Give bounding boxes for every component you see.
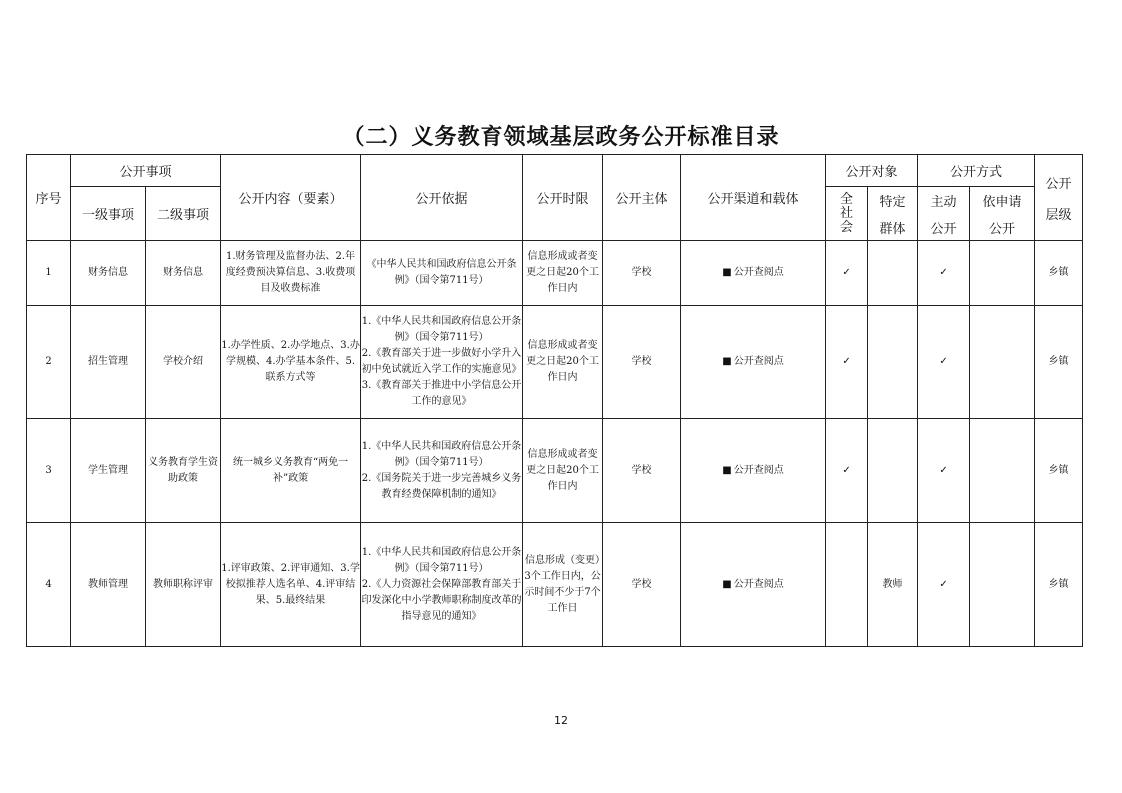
cell-time-limit: 信息形成或者变更之日起20个工作日内: [523, 241, 603, 306]
cell-seq: 3: [27, 419, 71, 523]
header-apply-line1: 依申请: [982, 194, 1022, 210]
header-society-char: 会: [840, 219, 854, 235]
cell-level2: 教师职称评审: [146, 523, 221, 647]
cell-society: [826, 523, 868, 647]
header-basis: 公开依据: [361, 155, 523, 241]
header-target: 公开对象: [826, 155, 918, 187]
cell-active: ✓: [918, 419, 970, 523]
header-content: 公开内容（要素）: [221, 155, 361, 241]
header-active: [918, 187, 970, 241]
cell-subject: 学校: [603, 306, 681, 419]
cell-channel: [681, 523, 826, 647]
cell-apply: [970, 241, 1035, 306]
square-bullet-icon: ■: [722, 578, 732, 590]
cell-society: ✓: [826, 419, 868, 523]
header-row-1: [27, 155, 1083, 187]
header-specific: [868, 187, 918, 241]
header-level-line1: 公开: [1045, 176, 1072, 192]
cell-time-limit: 信息形成或者变更之日起20个工作日内: [523, 306, 603, 419]
cell-content: 1.评审政策、2.评审通知、3.学校拟推荐人选名单、4.评审结果、5.最终结果: [221, 523, 361, 647]
header-society: [826, 187, 868, 241]
table-row: [27, 306, 1083, 419]
square-bullet-icon: ■: [722, 267, 732, 278]
cell-seq: 4: [27, 523, 71, 647]
channel-text: 公开查阅点: [733, 578, 784, 590]
header-seq: 序号: [27, 155, 71, 241]
cell-content: 1.办学性质、2.办学地点、3.办学规模、4.办学基本条件、5.联系方式等: [221, 306, 361, 419]
header-society-char: 全: [840, 191, 854, 207]
cell-channel: [681, 306, 826, 419]
basis-item: 1.《中华人民共和国政府信息公开条例》（国令第711号）: [361, 440, 522, 468]
cell-level: 乡镇: [1035, 419, 1083, 523]
cell-level1: 教师管理: [71, 523, 146, 647]
channel-text: 公开查阅点: [733, 267, 784, 278]
header-active-line2: 公开: [930, 221, 957, 237]
square-bullet-icon: ■: [722, 356, 732, 367]
cell-active: ✓: [918, 241, 970, 306]
header-level1: 一级事项: [71, 187, 146, 241]
cell-level: 乡镇: [1035, 306, 1083, 419]
header-apply-line2: 公开: [989, 221, 1016, 237]
basis-item: 1.《中华人民共和国政府信息公开条例》（国令第711号）: [361, 316, 522, 343]
header-items: 公开事项: [71, 155, 221, 187]
page-title: （二）义务教育领域基层政务公开标准目录: [342, 124, 780, 150]
square-bullet-icon: ■: [722, 464, 732, 476]
cell-level1: 招生管理: [71, 306, 146, 419]
cell-level: 乡镇: [1035, 241, 1083, 306]
cell-subject: 学校: [603, 241, 681, 306]
cell-basis: [361, 241, 523, 306]
header-level: [1035, 155, 1083, 241]
table-row: [27, 523, 1083, 647]
cell-seq: 2: [27, 306, 71, 419]
cell-content: 1.财务管理及监督办法、2.年度经费预决算信息、3.收费项目及收费标准: [221, 241, 361, 306]
cell-channel: [681, 241, 826, 306]
cell-level1: 学生管理: [71, 419, 146, 523]
cell-specific: 教师: [868, 523, 918, 647]
cell-basis: [361, 306, 523, 419]
channel-text: 公开查阅点: [733, 356, 784, 367]
header-society-char: 社: [840, 205, 854, 221]
channel-text: 公开查阅点: [733, 464, 784, 476]
cell-time-limit: 信息形成或者变更之日起20个工作日内: [523, 419, 603, 523]
standards-table: [26, 154, 1083, 647]
header-method: 公开方式: [918, 155, 1035, 187]
cell-active: ✓: [918, 306, 970, 419]
header-channel: 公开渠道和载体: [681, 155, 826, 241]
header-time-limit: 公开时限: [523, 155, 603, 241]
cell-level2: 财务信息: [146, 241, 221, 306]
cell-apply: [970, 523, 1035, 647]
basis-item: 2.《教育部关于进一步做好小学升入初中免试就近入学工作的实施意见》: [361, 348, 522, 375]
cell-level1: 财务信息: [71, 241, 146, 306]
cell-channel: [681, 419, 826, 523]
cell-seq: 1: [27, 241, 71, 306]
cell-level2: 义务教育学生资助政策: [146, 419, 221, 523]
header-specific-line2: 群体: [879, 221, 906, 237]
table-row: [27, 419, 1083, 523]
cell-active: ✓: [918, 523, 970, 647]
cell-society: ✓: [826, 241, 868, 306]
basis-item: 1.《中华人民共和国政府信息公开条例》（国令第711号）: [361, 546, 522, 574]
basis-item: 2.《国务院关于进一步完善城乡义务教育经费保障机制的通知》: [361, 472, 522, 500]
header-level-line2: 层级: [1045, 207, 1072, 223]
cell-apply: [970, 306, 1035, 419]
header-apply: [970, 187, 1035, 241]
basis-item: 《中华人民共和国政府信息公开条例》（国令第711号）: [366, 259, 517, 286]
cell-specific: [868, 419, 918, 523]
cell-basis: [361, 419, 523, 523]
cell-content: 统一城乡义务教育“两免一补”政策: [221, 419, 361, 523]
cell-subject: 学校: [603, 419, 681, 523]
cell-level: 乡镇: [1035, 523, 1083, 647]
header-specific-line1: 特定: [879, 194, 906, 210]
page-number: 12: [554, 714, 568, 727]
header-level2: 二级事项: [146, 187, 221, 241]
cell-basis: [361, 523, 523, 647]
cell-specific: [868, 241, 918, 306]
basis-item: 2.《人力资源社会保障部教育部关于印发深化中小学教师职称制度改革的指导意见的通知》: [361, 578, 522, 622]
cell-subject: 学校: [603, 523, 681, 647]
cell-specific: [868, 306, 918, 419]
cell-time-limit: 信息形成（变更）3个工作日内，公示时间不少于7个工作日: [523, 523, 603, 647]
cell-apply: [970, 419, 1035, 523]
header-active-line1: 主动: [930, 194, 957, 210]
basis-item: 3.《教育部关于推进中小学信息公开工作的意见》: [361, 380, 522, 407]
table-row: [27, 241, 1083, 306]
header-subject: 公开主体: [603, 155, 681, 241]
cell-society: ✓: [826, 306, 868, 419]
cell-level2: 学校介绍: [146, 306, 221, 419]
